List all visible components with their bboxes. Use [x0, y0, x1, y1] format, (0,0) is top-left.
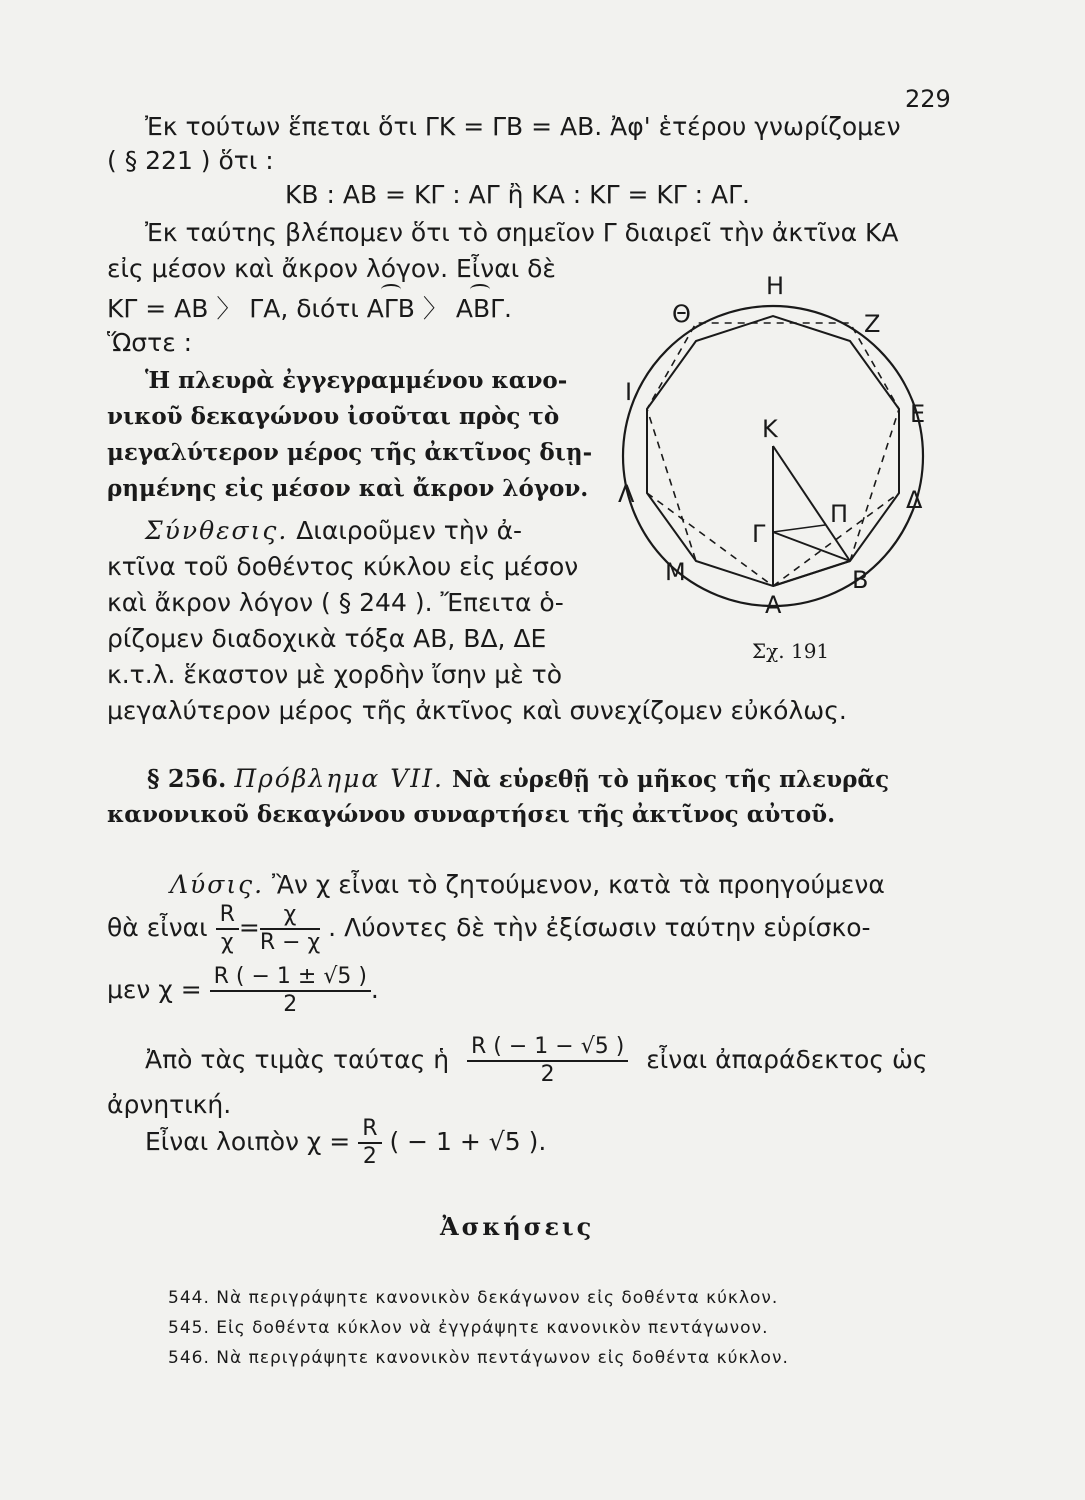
- exercise-item: 545. Εἰς δοθέντα κύκλον νὰ ἐγγράψητε κανονικὸν πεντάγωνον.: [168, 1318, 769, 1338]
- label-Z: Ζ: [864, 310, 881, 338]
- text-line: Ὥστε :: [107, 328, 193, 357]
- solution-text: Ἂν χ εἶναι τὸ ζητούμενον, κατὰ τὰ προηγούμενα: [264, 870, 885, 899]
- numerator: R: [216, 902, 239, 930]
- inequality-line: [107, 294, 512, 324]
- figure-caption: Σχ. 191: [752, 639, 830, 663]
- text-line: Ἐκ ταύτης βλέπομεν ὅτι τὸ σημεῖον Γ διαιρεῖ τὴν ἀκτῖνα ΚΑ: [145, 218, 899, 247]
- fraction-R-over-2: [358, 1116, 381, 1170]
- synthesis-line: μεγαλύτερον μέρος τῆς ἀκτῖνος καὶ συνεχίζομεν εὐκόλως.: [107, 696, 847, 725]
- text-line: Ἐκ τούτων ἕπεται ὅτι ΓΚ = ΓΒ = ΑΒ. Ἀφ' ἑτέρου γνωρίζομεν: [145, 112, 901, 141]
- problem-line: κανονικοῦ δεκαγώνου συναρτήσει τῆς ἀκτῖνος αὐτοῦ.: [107, 801, 836, 828]
- solution-text: ( − 1 + √5 ).: [381, 1127, 547, 1156]
- synthesis-line: κ.τ.λ. ἕκαστον μὲ χορδὴν ἴσην μὲ τὸ: [107, 660, 562, 689]
- theorem-line: νικοῦ δεκαγώνου ἰσοῦται πρὸς τὸ: [107, 403, 560, 430]
- solution-equation-line: [145, 1030, 928, 1090]
- segment-GB: [773, 532, 850, 561]
- equation-line: ΚΒ : ΑΒ = ΚΓ : ΑΓ ἢ ΚΑ : ΚΓ = ΚΓ : ΑΓ.: [285, 180, 750, 209]
- denominator: R − χ: [259, 930, 321, 955]
- solution-equation-line: [107, 898, 871, 958]
- problem-line: [147, 764, 889, 795]
- solution-line: ἀρνητική.: [107, 1090, 232, 1119]
- segment-GP: [773, 525, 825, 532]
- solution-equation-line: [145, 1112, 546, 1172]
- fraction-roots: [210, 964, 371, 1018]
- solution-text: . Λύοντες δὲ τὴν ἐξίσωσιν ταύτην εὑρίσκο-: [320, 913, 871, 942]
- label-L: Λ: [618, 480, 635, 508]
- denominator: 2: [283, 992, 298, 1017]
- label-H: Η: [766, 272, 785, 300]
- label-M: Μ: [665, 558, 686, 586]
- theorem-line: μεγαλύτερον μέρος τῆς ἀκτῖνος διῃ-: [107, 439, 593, 466]
- solution-line: [170, 870, 885, 900]
- problem-text: Νὰ εὑρεθῇ τὸ μῆκος τῆς πλευρᾶς: [443, 766, 890, 793]
- fraction-x-over-R-minus-x: [260, 902, 320, 956]
- exercise-item: 544. Νὰ περιγράψητε κανονικὸν δεκάγωνον εἰς δοθέντα κύκλον.: [168, 1288, 779, 1308]
- solution-equation-line: [107, 960, 379, 1020]
- problem-number: § 256.: [147, 764, 227, 793]
- solution-text: εἶναι ἀπαράδεκτος ὡς: [646, 1045, 928, 1074]
- synthesis-label: Σύνθεσις.: [145, 516, 289, 545]
- synthesis-line: κτῖνα τοῦ δοθέντος κύκλου εἰς μέσον: [107, 552, 579, 581]
- label-G: Γ: [752, 520, 766, 548]
- numerator: R ( − 1 − √5 ): [467, 1034, 628, 1062]
- solution-text: Εἶναι λοιπὸν χ =: [145, 1127, 351, 1156]
- period: .: [370, 975, 379, 1004]
- synthesis-line: [145, 516, 522, 546]
- numerator: R ( − 1 ± √5 ): [210, 964, 371, 992]
- problem-label: Πρόβλημα VII.: [234, 764, 444, 793]
- label-D: Δ: [906, 486, 923, 514]
- decagon-figure: [610, 270, 950, 650]
- solution-label: Λύσις.: [170, 870, 265, 899]
- segment-AB: [773, 561, 850, 586]
- period: .: [504, 294, 512, 323]
- solution-text: μεν χ =: [107, 975, 202, 1004]
- denominator: χ: [220, 930, 234, 955]
- label-K: Κ: [762, 415, 778, 443]
- synthesis-text: Διαιροῦμεν τὴν ἀ-: [288, 516, 523, 545]
- fraction-R-over-x: [216, 902, 239, 956]
- page-number: 229: [905, 85, 951, 113]
- solution-text: Ἀπὸ τὰς τιμὰς ταύτας ἡ: [145, 1045, 450, 1074]
- inequality-text: ΚΓ = ΑΒ 〉 ΓΑ, διότι: [107, 294, 367, 323]
- arc-agb: ΑΓΒ: [366, 294, 415, 323]
- label-I: Ι: [625, 378, 633, 406]
- numerator: R: [358, 1116, 381, 1144]
- label-A: Α: [765, 591, 782, 619]
- text-line: εἰς μέσον καὶ ἄκρον λόγον. Εἶναι δὲ: [107, 254, 556, 283]
- arc-abg: ΑΒΓ: [455, 294, 505, 323]
- denominator: 2: [540, 1062, 555, 1087]
- label-E: Ε: [910, 400, 926, 428]
- fraction-negative-root: [467, 1034, 628, 1088]
- exercise-item: 546. Νὰ περιγράψητε κανονικὸν πεντάγωνον εἰς δοθέντα κύκλον.: [168, 1348, 789, 1368]
- theorem-line: ρημένης εἰς μέσον καὶ ἄκρον λόγον.: [107, 475, 589, 502]
- label-Th: Θ: [672, 300, 691, 328]
- text-line: ( § 221 ) ὅτι :: [107, 146, 274, 175]
- synthesis-line: καὶ ἄκρον λόγον ( § 244 ). Ἔπειτα ὁ-: [107, 588, 564, 617]
- theorem-line: Ἡ πλευρὰ ἐγγεγραμμένου κανο-: [145, 367, 568, 394]
- synthesis-line: ρίζομεν διαδοχικὰ τόξα ΑΒ, ΒΔ, ΔΕ: [107, 624, 547, 653]
- equals-sign: =: [238, 913, 260, 942]
- label-B: Β: [852, 566, 869, 594]
- label-P: Π: [830, 500, 849, 528]
- denominator: 2: [362, 1144, 377, 1169]
- exercises-heading: Ἀσκήσεις: [440, 1212, 595, 1241]
- gt-sign: 〉: [414, 294, 456, 323]
- numerator: χ: [260, 902, 320, 930]
- solution-text: θὰ εἶναι: [107, 913, 208, 942]
